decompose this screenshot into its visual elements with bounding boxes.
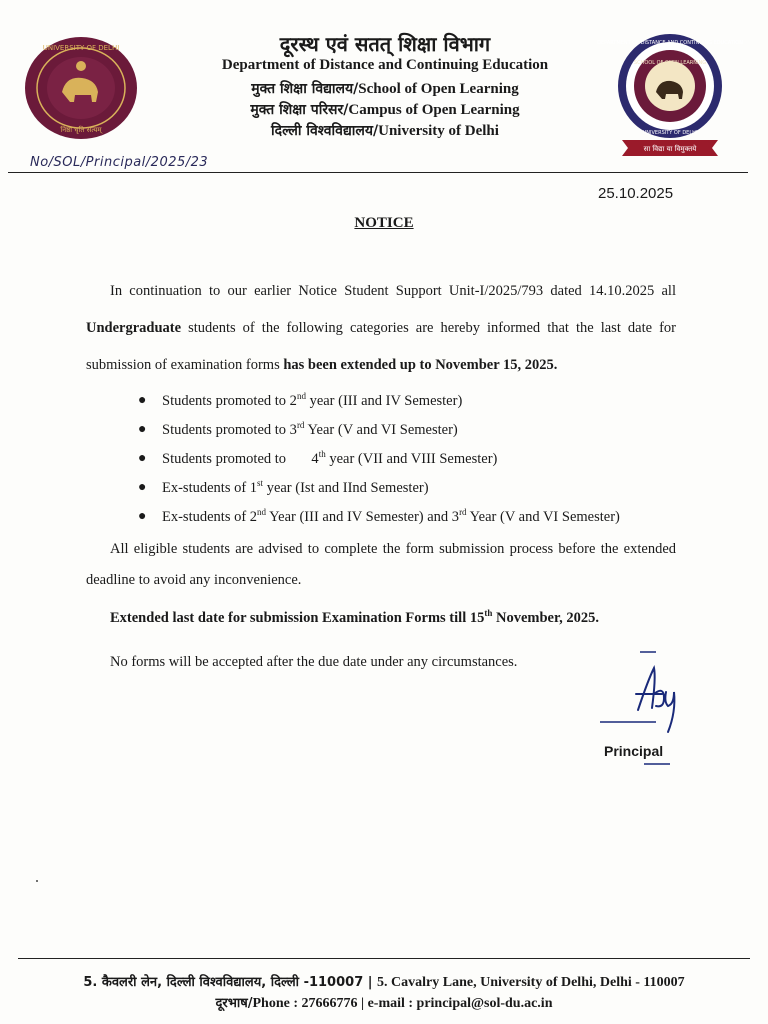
left-seal-text: UNIVERSITY OF DELHI: [42, 44, 120, 52]
footer-address-hindi: 5. कैवलरी लेन, दिल्ली विश्वविद्यालय, दिल्ली -110007 |: [83, 975, 378, 990]
bullet-icon: ●: [138, 450, 147, 466]
para2-text: All eligible students are advised to complete the form submission process before the extended deadline to avoid any inconvenience.: [86, 541, 676, 588]
notice-date: 25.10.2025: [598, 185, 674, 202]
para1-undergraduate: Undergraduate: [86, 320, 182, 336]
notice-paragraph-1: [86, 273, 676, 384]
list-item: ● Ex-students of 2nd Year (III and IV Semester) and 3rd Year (V and VI Semester): [138, 507, 620, 525]
campus-name: [170, 100, 600, 119]
student-category-list: [138, 386, 698, 531]
university-name-hindi: दिल्ली विश्वविद्यालय/: [271, 123, 379, 139]
footer-contact-english: Phone : 27666776 | e-mail : principal@sol-du.ac.in: [252, 996, 553, 1011]
school-name-hindi: मुक्त शिक्षा विद्यालय/: [251, 81, 359, 97]
university-of-delhi-seal: [24, 36, 138, 140]
extended-deadline-line: Extended last date for submission Examination Forms till 15th November, 2025.: [110, 608, 599, 626]
para1-a: In continuation to our earlier Notice Student Support Unit-I/2025/793 dated 14.10.2025 all: [110, 283, 676, 299]
bullet-icon: ●: [138, 508, 147, 524]
no-late-forms-note: No forms will be accepted after the due date under any circumstances.: [110, 654, 518, 670]
footer-phone-hindi: दूरभाष/: [215, 996, 253, 1011]
school-name-english: School of Open Learning: [358, 81, 519, 97]
list-item: ● Students promoted to 3rd Year (V and VI Semester): [138, 420, 458, 438]
footer-contact: [0, 993, 768, 1012]
header-divider: [8, 172, 748, 173]
principal-signature: [596, 648, 706, 758]
notice-paragraph-2: [86, 534, 676, 596]
university-name-english: University of Delhi: [378, 123, 499, 139]
para1-c: students of the following categories are hereby informed that the last date for submission of examination forms: [86, 320, 676, 373]
list-item: ● Students promoted to 4th year (VII and VIII Semester): [138, 449, 498, 467]
sol-seal: [597, 32, 743, 160]
list-item: ● Ex-students of 1st year (Ist and IInd Semester): [138, 478, 429, 496]
hindi-department-title: दूरस्थ एवं सतत् शिक्षा विभाग: [279, 32, 491, 56]
campus-name-hindi: मुक्त शिक्षा परिसर/: [250, 102, 349, 118]
bullet-icon: ●: [138, 479, 147, 495]
right-seal-inner-text: SCHOOL OF OPEN LEARNING: [633, 60, 707, 66]
scan-speck: [36, 880, 38, 882]
school-name: [170, 79, 600, 98]
university-name: [170, 121, 600, 140]
footer-address: [0, 972, 768, 991]
campus-name-english: Campus of Open Learning: [348, 102, 520, 118]
para1-extended-date: has been extended up to November 15, 2025.: [283, 357, 558, 373]
principal-designation: Principal: [604, 743, 664, 759]
department-name: Department of Distance and Continuing Education: [221, 57, 549, 73]
list-item: ● Students promoted to 2nd year (III and IV Semester): [138, 391, 463, 409]
footer-address-english: 5. Cavalry Lane, University of Delhi, Delhi - 110007: [377, 975, 685, 990]
notice-title: NOTICE: [354, 215, 414, 231]
footer-divider: [18, 958, 750, 959]
reference-number: No/SOL/Principal/2025/23: [30, 155, 209, 170]
right-seal-outer-text: DEPARTMENT OF DISTANCE AND CONTINUING EDUCATION: [597, 40, 743, 46]
right-seal-ribbon-text: सा विद्या या विमुक्तये: [643, 145, 697, 153]
right-seal-bottom-text: UNIVERSITY OF DELHI: [642, 130, 698, 136]
bullet-icon: ●: [138, 421, 147, 437]
left-seal-motto: निष्ठा धृति सत्यम्: [60, 126, 102, 134]
bullet-icon: ●: [138, 392, 147, 408]
